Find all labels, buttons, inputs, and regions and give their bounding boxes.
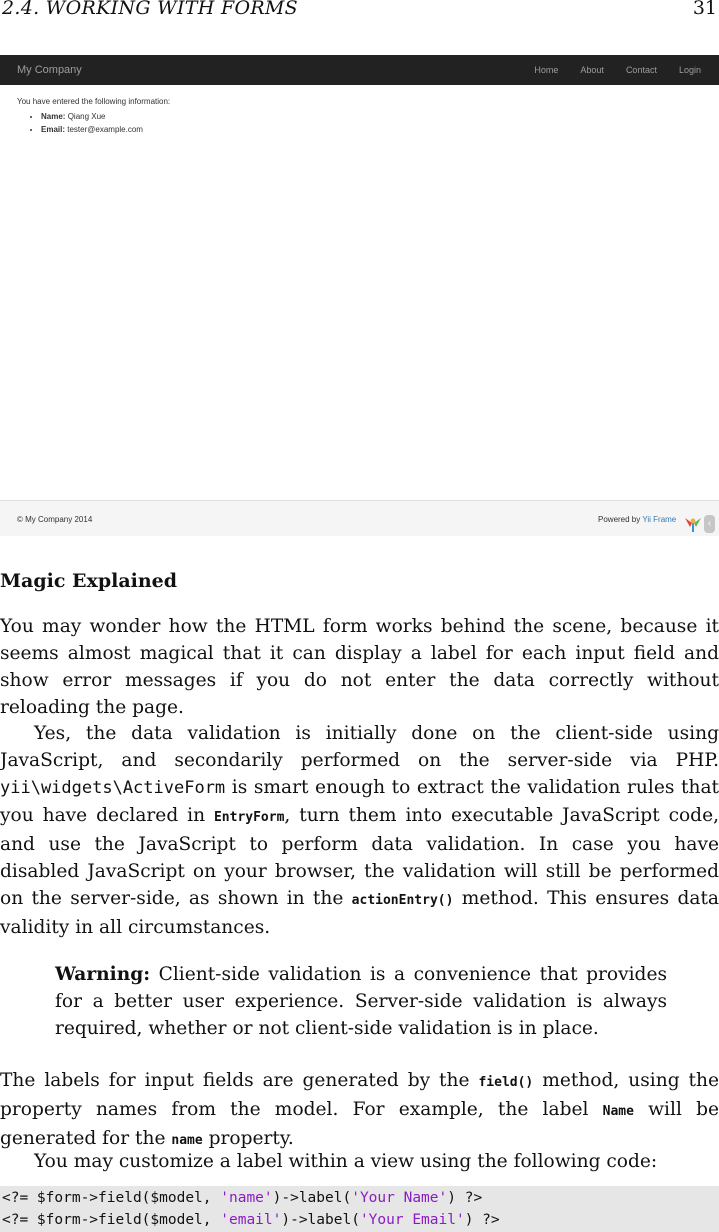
page-header (0, 0, 719, 22)
warning-label: Warning: (55, 964, 151, 985)
text-run: is smart enough to extract the validation rules that you have declared in (0, 777, 719, 826)
code-line: <?= $form->field($model, 'email')->label('Your Email') ?> (2, 1212, 500, 1228)
item-label: Email: (41, 125, 66, 134)
text-run: property. (202, 1128, 294, 1149)
text-run: will be generated for the (0, 1099, 719, 1149)
brand-link[interactable]: My Company (17, 64, 82, 76)
paragraph-2 (0, 720, 719, 941)
section-heading: Magic Explained (0, 570, 178, 592)
nav-login[interactable]: Login (678, 65, 701, 75)
nav-contact[interactable]: Contact (625, 65, 657, 75)
footer-powered (598, 515, 676, 524)
item-value: tester@example.com (67, 125, 143, 134)
yii-link[interactable]: Yii Frame (642, 515, 677, 524)
warning-text: Client-side validation is a convenience that provides for a better user experience. Server-side validation is always required, whether or not client-side validation is in place. (55, 964, 667, 1039)
text-run: The labels for input fields are generated by the (0, 1070, 479, 1091)
result-intro: You have entered the following information: (17, 97, 171, 106)
yii-logo-icon (684, 515, 702, 533)
section-title: 2.4. WORKING WITH FORMS (2, 0, 299, 19)
navbar (0, 55, 719, 85)
result-list (17, 112, 702, 134)
code-method-name: field() (478, 1075, 534, 1090)
text-run: , turn them into executable JavaScript code, and use the JavaScript to perform data validation. In case you have disabled JavaScript on your browser, the validation will still be performed on the server-side, as shown in the (0, 805, 719, 909)
footer-copyright: © My Company 2014 (17, 515, 93, 524)
text-run: Yes, the data validation is initially done on the client-side using JavaScript, and secondarily performed on the server-side via PHP. (0, 723, 719, 771)
code-block (0, 1186, 719, 1232)
paragraph-1: You may wonder how the HTML form works behind the scene, because it seems almost magical that it can display a label for each input field and show error messages if you do not enter the data correctly without reloading the page. (0, 616, 719, 718)
code-label-name: Name (602, 1104, 634, 1119)
code-class-name: yii\widgets\ActiveForm (0, 778, 226, 798)
code-property-name: name (171, 1133, 203, 1148)
code-model-name: EntryForm (213, 810, 285, 825)
site-footer (0, 500, 719, 536)
list-item (41, 112, 702, 121)
item-label: Name: (41, 112, 66, 121)
text-run: method. This ensures data validity in all circumstances. (0, 888, 719, 938)
powered-text: Powered by (598, 515, 643, 524)
code-method-name: actionEntry() (351, 893, 454, 908)
nav-home[interactable]: Home (534, 65, 559, 75)
paragraph-4: You may customize a label within a view using the following code: (34, 1151, 658, 1172)
page-number: 31 (692, 0, 717, 19)
item-value: Qiang Xue (67, 112, 106, 121)
debug-toggle-icon[interactable]: ‹ (704, 515, 715, 533)
warning-box (55, 961, 667, 1042)
nav-about[interactable]: About (580, 65, 604, 75)
list-item (41, 125, 702, 134)
form-result-screenshot (0, 55, 719, 535)
text-run: method, using the property names from the model. For example, the label (0, 1070, 719, 1120)
code-line: <?= $form->field($model, 'name')->label('Your Name') ?> (2, 1190, 483, 1206)
paragraph-3 (0, 1067, 719, 1154)
nav-links (512, 65, 701, 75)
result-content (0, 85, 719, 150)
